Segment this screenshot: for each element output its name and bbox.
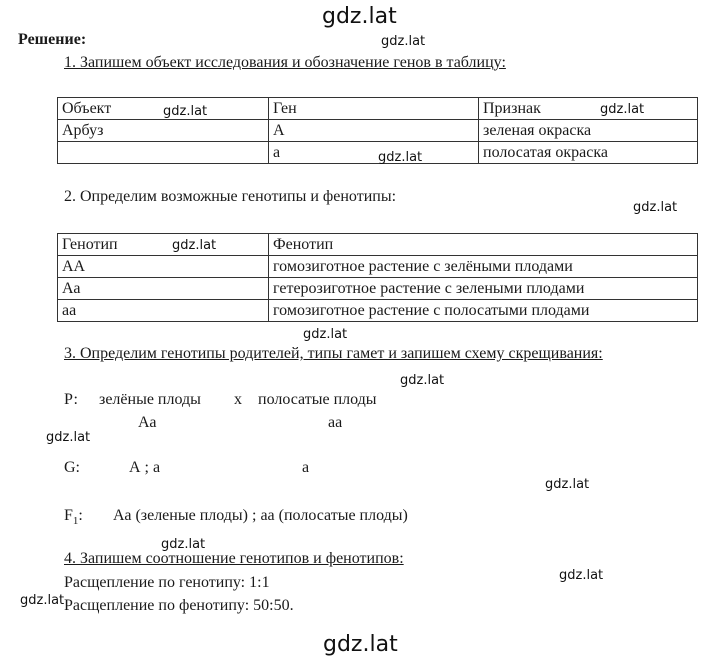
table-cell: аа [58, 300, 269, 322]
watermark: gdz.lat [46, 430, 91, 445]
offspring-result: Аа (зеленые плоды) ; аа (полосатые плоды) [113, 507, 408, 524]
table-header-cell: Объект [58, 98, 269, 120]
offspring-label-sub: 1 [72, 515, 79, 528]
table-cell: АА [58, 256, 269, 278]
parent-female-genotype: Аа [138, 414, 157, 431]
table-row [58, 120, 698, 142]
table-header-cell: Признак [479, 98, 698, 120]
parent-male-phenotype: полосатые плоды [258, 391, 377, 408]
table-header-cell: Ген [269, 98, 479, 120]
genotype-phenotype-table [57, 233, 698, 322]
watermark: gdz.lat [378, 150, 423, 165]
table-row [58, 278, 698, 300]
watermark: gdz.lat [633, 200, 678, 215]
table-cell: гомозиготное растение с полосатыми плодами [269, 300, 698, 322]
watermark: gdz.lat [163, 104, 208, 119]
watermark: gdz.lat [161, 537, 206, 552]
offspring-label-f: F [64, 507, 73, 524]
step-1-heading: 1. Запишем объект исследования и обозначение генов в таблицу: [64, 54, 506, 71]
step-4-heading: 4. Запишем соотношение генотипов и фенотипов: [64, 550, 404, 567]
table-cell: полосатая окраска [479, 142, 698, 164]
table-cell: зеленая окраска [479, 120, 698, 142]
parents-label: Р: [64, 391, 78, 408]
table-cell: гетерозиготное растение с зелеными плодами [269, 278, 698, 300]
watermark: gdz.lat [600, 102, 645, 117]
gametes-male: а [302, 459, 310, 476]
watermark-top: gdz.lat [322, 4, 397, 29]
table-row [58, 300, 698, 322]
cross-symbol: х [234, 391, 242, 408]
watermark: gdz.lat [303, 327, 348, 342]
genotype-split: Расщепление по генотипу: 1:1 [64, 574, 270, 591]
parent-male-genotype: аа [328, 414, 343, 431]
watermark: gdz.lat [172, 238, 217, 253]
table-cell: А [269, 120, 479, 142]
table-header-cell: Фенотип [269, 234, 698, 256]
step-2-heading: 2. Определим возможные генотипы и фенотипы: [64, 188, 397, 205]
gametes-label: G: [64, 459, 80, 476]
watermark: gdz.lat [20, 593, 65, 608]
table-cell: Аа [58, 278, 269, 300]
offspring-label [64, 507, 83, 527]
solution-label: Решение: [18, 31, 87, 48]
table-row [58, 256, 698, 278]
watermark: gdz.lat [559, 568, 604, 583]
table-cell: гомозиготное растение с зелёными плодами [269, 256, 698, 278]
parent-female-phenotype: зелёные плоды [99, 391, 201, 408]
table-cell [58, 142, 269, 164]
watermark: gdz.lat [381, 34, 426, 49]
watermark-bottom: gdz.lat [323, 632, 398, 657]
gametes-female: А ; а [129, 459, 161, 476]
table-header-cell: Генотип [58, 234, 269, 256]
watermark: gdz.lat [400, 373, 445, 388]
phenotype-split: Расщепление по фенотипу: 50:50. [64, 597, 294, 614]
offspring-label-colon: : [78, 507, 83, 524]
table-cell: Арбуз [58, 120, 269, 142]
table-row [58, 234, 698, 256]
watermark: gdz.lat [545, 477, 590, 492]
step-3-heading: 3. Определим генотипы родителей, типы гамет и запишем схему скрещивания: [64, 345, 603, 362]
table-cell: а [269, 142, 479, 164]
